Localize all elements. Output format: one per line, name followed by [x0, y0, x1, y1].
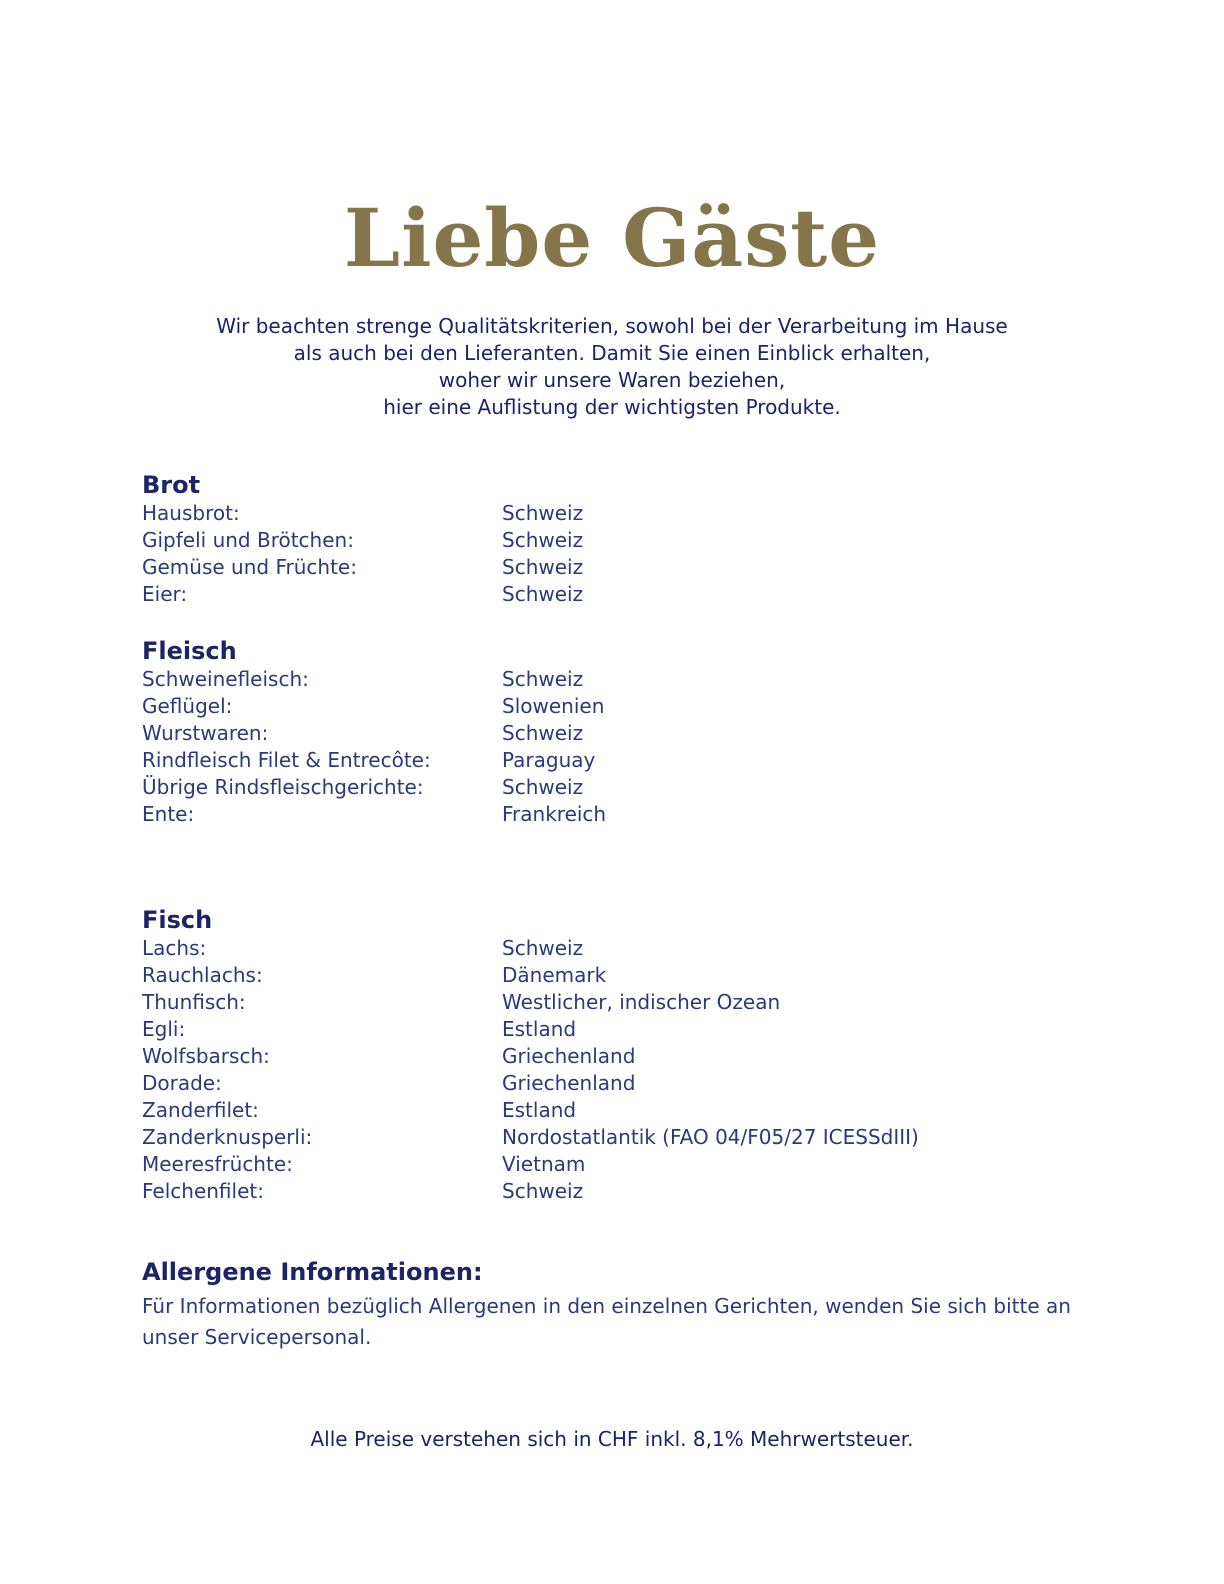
product-label: Zanderknusperli:: [142, 1125, 313, 1149]
product-label: Schweinefleisch:: [142, 667, 309, 691]
origin-row: [142, 720, 1102, 747]
origin-row: [142, 801, 1102, 828]
allergen-text: [142, 1291, 1102, 1353]
origin-row: [142, 554, 1102, 581]
allergen-info: [142, 1257, 1102, 1353]
origin-value: Schweiz: [502, 775, 584, 799]
intro-line: Wir beachten strenge Qualitätskriterien, sowohl bei der Verarbeitung im Hause: [216, 314, 1008, 338]
product-label: Gemüse und Früchte:: [142, 555, 357, 579]
origin-value: Nordostatlantik (FAO 04/F05/27 ICESSdIII): [502, 1125, 919, 1149]
product-label: Dorade:: [142, 1071, 222, 1095]
product-label: Felchenfilet:: [142, 1179, 264, 1203]
section-heading: Fisch: [142, 906, 213, 934]
origin-value: Dänemark: [502, 963, 607, 987]
origin-value: Paraguay: [502, 748, 596, 772]
allergen-heading: Allergene Informationen:: [142, 1258, 483, 1286]
origin-row: [142, 527, 1102, 554]
origin-row: [142, 1151, 1102, 1178]
origin-value: Griechenland: [502, 1071, 636, 1095]
origin-row: [142, 1124, 1102, 1151]
origin-row: [142, 989, 1102, 1016]
section-fleisch: [142, 636, 1102, 828]
page-title: Liebe Gäste: [343, 191, 881, 285]
product-label: Ente:: [142, 802, 195, 826]
origin-value: Vietnam: [502, 1152, 586, 1176]
origin-row: [142, 1097, 1102, 1124]
product-label: Rauchlachs:: [142, 963, 263, 987]
origin-value: Schweiz: [502, 667, 584, 691]
origin-list: [142, 500, 1102, 608]
product-label: Rindfleisch Filet & Entrecôte:: [142, 748, 431, 772]
origin-value: Westlicher, indischer Ozean: [502, 990, 781, 1014]
origin-value: Schweiz: [502, 936, 584, 960]
product-label: Thunfisch:: [142, 990, 246, 1014]
origin-row: [142, 774, 1102, 801]
product-label: Wurstwaren:: [142, 721, 269, 745]
allergen-text-line: Für Informationen bezüglich Allergenen in den einzelnen Gerichten, wenden Sie sich bitte an: [142, 1294, 1071, 1318]
origin-value: Frankreich: [502, 802, 607, 826]
section-heading: Fleisch: [142, 637, 237, 665]
origin-value: Slowenien: [502, 694, 605, 718]
intro-line: woher wir unsere Waren beziehen,: [438, 368, 786, 392]
origin-row: [142, 1070, 1102, 1097]
origin-list: [142, 935, 1102, 1205]
intro-line: hier eine Auflistung der wichtigsten Produkte.: [383, 395, 841, 419]
price-note: Alle Preise verstehen sich in CHF inkl. 8,1% Mehrwertsteuer.: [310, 1427, 914, 1451]
origin-row: [142, 693, 1102, 720]
origin-value: Estland: [502, 1098, 577, 1122]
origin-value: Schweiz: [502, 501, 584, 525]
product-label: Egli:: [142, 1017, 186, 1041]
origin-row: [142, 1043, 1102, 1070]
product-label: Hausbrot:: [142, 501, 240, 525]
intro-line: als auch bei den Lieferanten. Damit Sie einen Einblick erhalten,: [293, 341, 931, 365]
origin-row: [142, 1016, 1102, 1043]
origin-row: [142, 500, 1102, 527]
product-label: Zanderfilet:: [142, 1098, 259, 1122]
intro-paragraph: [0, 313, 1224, 421]
product-label: Eier:: [142, 582, 188, 606]
origin-value: Estland: [502, 1017, 577, 1041]
origin-row: [142, 962, 1102, 989]
product-label: Lachs:: [142, 936, 207, 960]
product-label: Übrige Rindsfleischgerichte:: [142, 775, 424, 799]
section-fisch: [142, 905, 1102, 1205]
origin-value: Schweiz: [502, 721, 584, 745]
origin-list: [142, 666, 1102, 828]
origin-row: [142, 747, 1102, 774]
origin-value: Schweiz: [502, 1179, 584, 1203]
section-brot: [142, 470, 1102, 608]
product-label: Geflügel:: [142, 694, 233, 718]
allergen-text-line: unser Servicepersonal.: [142, 1325, 372, 1349]
origin-row: [142, 1178, 1102, 1205]
product-label: Meeresfrüchte:: [142, 1152, 293, 1176]
section-heading: Brot: [142, 471, 201, 499]
origin-value: Schweiz: [502, 555, 584, 579]
product-label: Gipfeli und Brötchen:: [142, 528, 354, 552]
origin-value: Griechenland: [502, 1044, 636, 1068]
product-label: Wolfsbarsch:: [142, 1044, 270, 1068]
origin-row: [142, 666, 1102, 693]
origin-row: [142, 581, 1102, 608]
origin-row: [142, 935, 1102, 962]
origin-value: Schweiz: [502, 528, 584, 552]
origin-value: Schweiz: [502, 582, 584, 606]
